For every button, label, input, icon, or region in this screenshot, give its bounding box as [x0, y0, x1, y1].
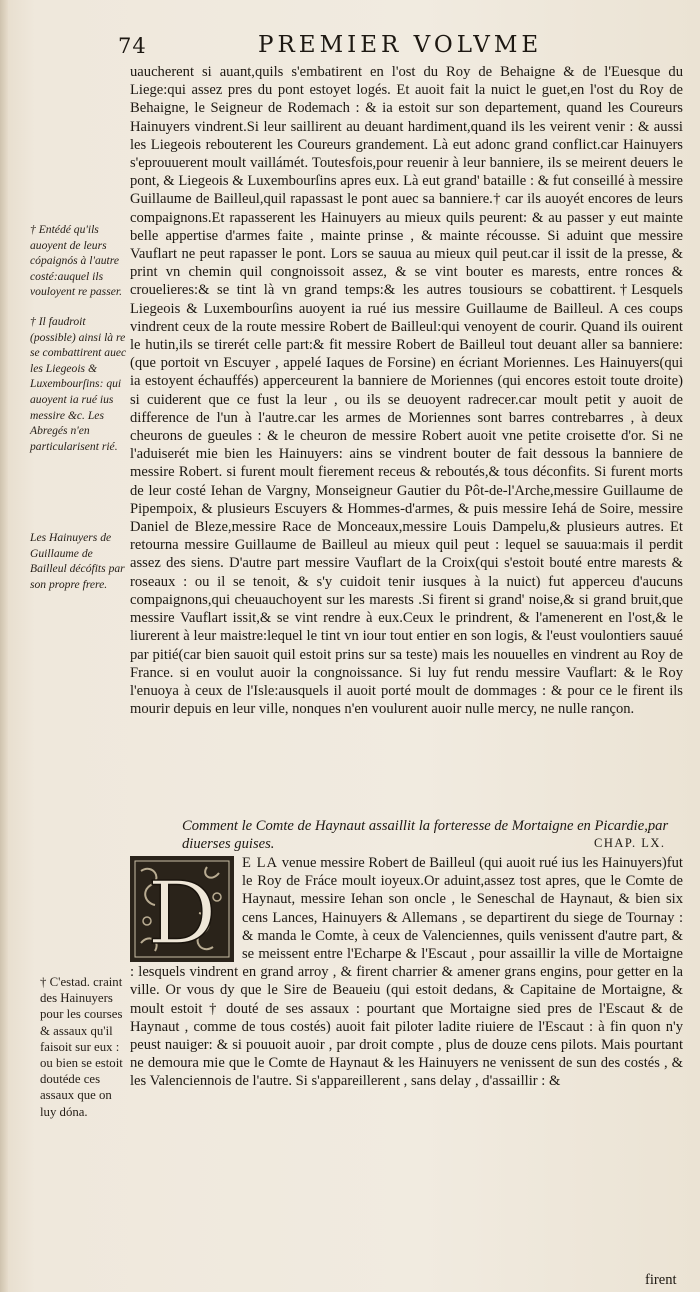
chapter-label: CHAP. LX. — [594, 836, 666, 850]
ornamental-dropcap-icon — [130, 856, 234, 962]
chapter-heading: Comment le Comte de Haynaut assaillit la forteresse de Mortaigne en Picardie,par diuerses guises. — [182, 818, 669, 853]
binding-shadow — [0, 0, 8, 1292]
dropcap-letter: D — [147, 864, 217, 962]
chapter-first-words: E LA — [242, 855, 279, 871]
running-title: PREMIER VOLVME — [258, 32, 543, 58]
catchword: firent — [645, 1272, 677, 1288]
main-text-column — [130, 63, 683, 718]
main-paragraph: uaucherent si auant,quils s'embatirent en l'ost du Roy de Behaigne & de l'Euesque du Liege:qui assez pres du pont estoyet logés. Et auoit fait la nuict le guet,en l'ost du Roy de Behaigne, le Seigneur de Rodemach : & ia estoit sur son departement, quand les Coureurs Hainuyers vindrent.Si leur saillirent au deuant hardiment,quand ils les veirent venir : & aussi les Liegeois rebouterent les Coureurs grandement. Là eut adonc grand conflict.car Hainuyers s'eprouuerent moult vaillámét. Toutesfois,pour reuenir à leur banniere, ils se meirent deuers le pont, & Liegeois & Luxembourſins apres eux. Là eut grand' bataille : & fut conseillé à messire Guillaume de Bailleul,quil rapassast le pont auec sa banniere.† car ils auoyét encores de leurs compaignons.Et rapasserent les Hainuyers au mieux quils peurent: & au passer y eut mainte belle appertise d'armes faite , mainte prinse , & mainte récousse. Si aduint que messire Vauflart ne peut rapasser le pont. Lors se sauua au mieux quil peut.car il issit de la presse, & print vn chemin quil congnoissoit assez, & se vint bouter es marests, entre ronces & crouelieres:& se tint là vn grand temps:& les autres tousiours se cobattirent.†Lesquels Liegeois & Luxembourſins auoyent ia rué ius messire Guillaume de Bailleul. A ces coups vindrent ceux de la route messire Robert de Bailleul:qui venoyent de courir. Quand ils ouirent le hutin,ils se tirerét celle part:& fit messire Robert de Bailleul tout deuant aller sa banniere: (que portoit vn Escuyer , appelé Iaques de Forsine) en écriant Moriennes. Les Hainuyers(qui ia estoyent échauffés) apperceurent la banniere de Moriennes (qui encores estoit toute droite) si cuiderent que ce fust la leur , ou ils se deuoyent radrecer.car moult petit y auoit de difference de l'un à l'autre.car les armes de Moriennes sont barres contrebarres , à deux cheurons de gueules : & le cheuron de messire Robert auoit vne petite croisette d'or. Si ne l'aduiserét mie bien les Hainuyers: ains se vindrent bouter de fait dessous la banniere de messire Robert. si furent moult fierement receus & reboutés,& tous déconfits. Si furent morts de leur costé Iehan de Vargny, Monseigneur Gautier du Pôt-de-l'Arche,messire Guillaume de Pipempoix, & plusieurs Escuyers & Hommes-d'armes, & puis messire Iehá de Soire, messire Daniel de Bleze,messire Race de Monceaux,messire Louis Dampelu,& plusieurs autres. Et retourna messire Guillaume de Bailleul au mieux quil peut : lequel se sauua:mais il perdit assez des siens. D'autre part messire Vauflart de la Croix(qui s'estoit bouté entre marests & roseaux : ou il se tenoit, & s'y cuidoit tenir iusques à la nuict) fut apperceu d'aucuns compaignons,qui cheuauchoyent sur les marests .Si firent si grand' noise,& si grand bruit,que messire Vauflart issit,& se vint rendre à eux.Ceux le prindrent, & l'amenerent en l'ost,& le liurerent à leur maistre:lequel le tint vn iour tout entier en son logis, & l'eust voulontiers sauué par pitié(car bien sauoit quil estoit prins sur sa teste) mais les nouuelles en vindrent au Roy de France. si en voulut auoir la congnoissance. Si luy fut rendu messire Vauflart: & le Roy l'enuoya à ceux de l'Isle:ausquels il auoit porté moult de dommages : & pour ce le firent ils mourir depuis en leur ville, nonques n'en voulurent auoir nulle mercy, ne nulle rançon. — [130, 64, 683, 718]
chapter-text: venue messire Robert de Bailleul (qui auoit rué ius les Hainuyers)fut le Roy de Fráce moult ioyeux.Or aduint,assez tost apres, que le Comte de Haynaut, messire Iehan son oncle , le Seneschal de Haynaut, & bien six cens Lances, Hainuyers & Allemans , se departirent du siege de Tournay : & manda le Comte, à ceux de Valenciennes, quils venissent d'autre part, & se meissent entre l'Echarpe & l'Escaut , pour assaillir la ville de Mortaigne : lesquels vindrent en grand arroy , & firent charrier & amener grans engins, pour getter en la ville. Or vous dy que le Sire de Beaueiu (qui estoit dedans, & Capitaine de Mortaigne, & moult estoit † douté de ses assaux : pourtant que Mortaigne sied pres de l'Escaut & de Haynaut , comme de tous costés) auoit fait piloter ladite riuiere de l'Escaut : à fin quon n'y peust nauiger: & si pouuoit auoir , par droit compte , plus de douze cens pilots. Mais pourtant ne demoura mie que le Comte de Haynaut & les Hainuyers ne venissent de sun des costés , & les Valenciennois de l'autre. Si s'appareillerent , sans delay , d'assaillir : & — [130, 855, 683, 1090]
side-note-4: † C'estad. craint des Hainuyers pour les courses & assaux qu'il faisoit sur eux : ou bien se estoit doutéde ces assaux que on luy dóna. — [40, 975, 123, 1119]
chapter-body — [130, 854, 683, 1091]
side-note-1: † Entédé qu'ils auoyent de leurs cópaignós à l'autre costé:auquel ils vouloyent re passer. — [30, 223, 122, 299]
page-number: 74 — [118, 34, 147, 58]
side-note-3: Les Hainuyers de Guillaume de Bailleul décófits par son propre frere. — [30, 531, 125, 591]
side-note-2: † Il faudroit (possible) ainsi là re se combattirent auec les Liegeois & Luxembourſins: qui auoyent ia rué ius messire &c. Les Abregés n'en particularisent rié. — [30, 315, 127, 453]
